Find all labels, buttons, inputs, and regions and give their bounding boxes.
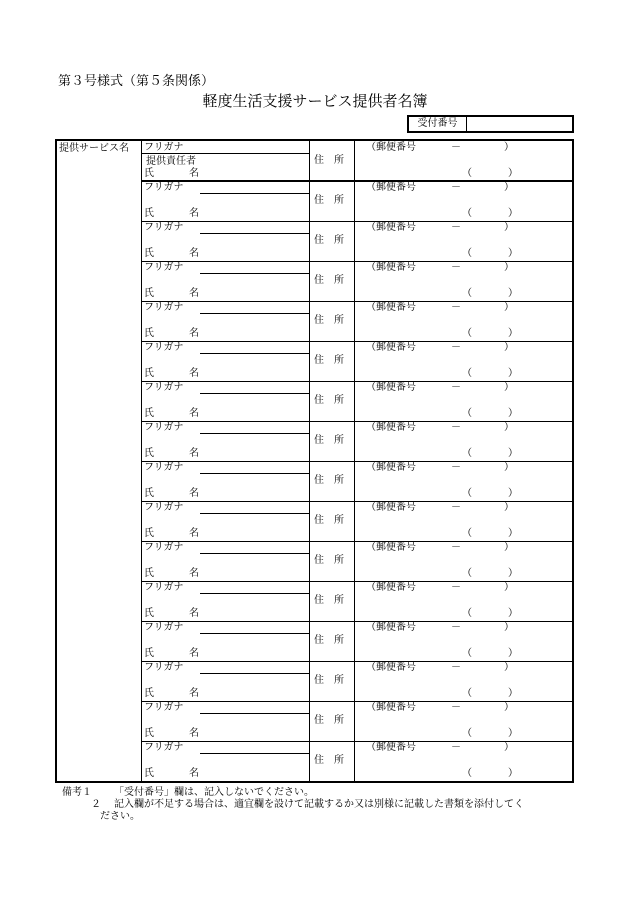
- furigana-label: フリガナ: [144, 302, 184, 313]
- address-input[interactable]: [356, 275, 570, 287]
- tel-open: （: [462, 448, 472, 459]
- tel-close: ）: [508, 328, 518, 339]
- postal-dash: －: [451, 222, 461, 233]
- note-2-text-line1: 記入欄が不足する場合は、適宜欄を設けて記載するか又は別様に記載した書類を添付してく: [114, 799, 524, 810]
- address-label: 住 所: [314, 195, 344, 206]
- address-input[interactable]: [356, 715, 570, 727]
- name-input[interactable]: [201, 155, 308, 180]
- address-label: 住 所: [314, 275, 344, 286]
- name-label-left: 氏: [144, 328, 154, 339]
- postal-dash: －: [451, 422, 461, 433]
- furigana-label: フリガナ: [144, 262, 184, 273]
- postal-dash: －: [451, 662, 461, 673]
- furigana-input[interactable]: [201, 742, 308, 753]
- name-label-left: 氏: [144, 648, 154, 659]
- name-label-right: 名: [189, 408, 199, 419]
- tel-open: （: [462, 368, 472, 379]
- postal-label: （郵便番号: [366, 342, 416, 353]
- name-label-left: 氏: [144, 168, 154, 179]
- address-label: 住 所: [314, 715, 344, 726]
- address-input[interactable]: [356, 755, 570, 767]
- address-label: 住 所: [314, 595, 344, 606]
- address-input[interactable]: [356, 555, 570, 567]
- furigana-input[interactable]: [201, 702, 308, 713]
- name-input[interactable]: [201, 315, 308, 340]
- tel-open: （: [462, 688, 472, 699]
- name-label-right: 名: [189, 208, 199, 219]
- postal-dash: －: [451, 382, 461, 393]
- tel-close: ）: [508, 248, 518, 259]
- service-provider-name-input[interactable]: [59, 157, 139, 779]
- postal-dash: －: [451, 742, 461, 753]
- name-label-right: 名: [189, 288, 199, 299]
- name-input[interactable]: [201, 515, 308, 540]
- postal-close: ）: [504, 342, 514, 353]
- furigana-input[interactable]: [201, 382, 308, 393]
- furigana-input[interactable]: [201, 422, 308, 433]
- postal-close: ）: [504, 422, 514, 433]
- tel-close: ）: [508, 208, 518, 219]
- name-label-left: 氏: [144, 368, 154, 379]
- address-label: 住 所: [314, 155, 344, 166]
- furigana-label: フリガナ: [144, 702, 184, 713]
- form-code: 第３号様式（第５条関係）: [58, 74, 215, 89]
- name-label-left: 氏: [144, 768, 154, 779]
- furigana-divider: [200, 393, 309, 394]
- name-input[interactable]: [201, 275, 308, 300]
- address-input[interactable]: [356, 195, 570, 207]
- note-2-text-line2: ださい。: [100, 811, 140, 822]
- name-label-left: 氏: [144, 208, 154, 219]
- tel-close: ）: [508, 368, 518, 379]
- tel-close: ）: [508, 768, 518, 779]
- postal-dash: －: [451, 302, 461, 313]
- furigana-input[interactable]: [201, 462, 308, 473]
- furigana-divider: [200, 433, 309, 434]
- postal-label: （郵便番号: [366, 742, 416, 753]
- name-label-right: 名: [189, 688, 199, 699]
- note-2-label: ２: [91, 799, 101, 810]
- address-label: 住 所: [314, 475, 344, 486]
- name-label-right: 名: [189, 728, 199, 739]
- furigana-divider: [200, 353, 309, 354]
- address-label: 住 所: [314, 435, 344, 446]
- postal-dash: －: [451, 622, 461, 633]
- form-title: 軽度生活支援サービス提供者名簿: [202, 92, 428, 110]
- name-input[interactable]: [201, 475, 308, 500]
- furigana-divider: [200, 753, 309, 754]
- name-label-left: 氏: [144, 728, 154, 739]
- name-label-right: 名: [189, 528, 199, 539]
- name-label-right: 名: [189, 328, 199, 339]
- name-label-left: 氏: [144, 688, 154, 699]
- postal-dash: －: [451, 342, 461, 353]
- postal-label: （郵便番号: [366, 502, 416, 513]
- name-label-right: 名: [189, 248, 199, 259]
- postal-label: （郵便番号: [366, 662, 416, 673]
- address-input[interactable]: [356, 435, 570, 447]
- address-label: 住 所: [314, 395, 344, 406]
- name-label-right: 名: [189, 448, 199, 459]
- postal-close: ）: [504, 582, 514, 593]
- furigana-divider: [200, 713, 309, 714]
- postal-label: （郵便番号: [366, 222, 416, 233]
- postal-close: ）: [504, 262, 514, 273]
- address-label: 住 所: [314, 315, 344, 326]
- address-label: 住 所: [314, 355, 344, 366]
- furigana-input[interactable]: [201, 542, 308, 553]
- tel-close: ）: [508, 168, 518, 179]
- postal-close: ）: [504, 542, 514, 553]
- postal-dash: －: [451, 182, 461, 193]
- furigana-label: フリガナ: [144, 462, 184, 473]
- name-label-left: 氏: [144, 408, 154, 419]
- furigana-input[interactable]: [201, 622, 308, 633]
- tel-close: ）: [508, 648, 518, 659]
- postal-close: ）: [504, 222, 514, 233]
- tel-close: ）: [508, 288, 518, 299]
- name-input[interactable]: [201, 595, 308, 620]
- postal-label: （郵便番号: [366, 582, 416, 593]
- furigana-divider: [200, 233, 309, 234]
- furigana-input[interactable]: [201, 662, 308, 673]
- furigana-label: フリガナ: [144, 662, 184, 673]
- address-input[interactable]: [356, 635, 570, 647]
- postal-dash: －: [451, 502, 461, 513]
- furigana-divider: [200, 633, 309, 634]
- furigana-divider: [200, 673, 309, 674]
- name-input[interactable]: [201, 355, 308, 380]
- postal-dash: －: [451, 462, 461, 473]
- furigana-input[interactable]: [201, 302, 308, 313]
- postal-close: ）: [504, 742, 514, 753]
- name-label-right: 名: [189, 488, 199, 499]
- tel-open: （: [462, 568, 472, 579]
- furigana-input[interactable]: [201, 342, 308, 353]
- tel-close: ）: [508, 568, 518, 579]
- furigana-input[interactable]: [201, 222, 308, 233]
- furigana-label: フリガナ: [144, 382, 184, 393]
- note-1-text: 「受付番号」欄は、記入しないでください。: [114, 787, 314, 798]
- tel-open: （: [462, 488, 472, 499]
- name-label-left: 氏: [144, 608, 154, 619]
- address-label: 住 所: [314, 675, 344, 686]
- receipt-number-box: [407, 115, 574, 133]
- furigana-input[interactable]: [201, 502, 308, 513]
- name-label-right: 名: [189, 168, 199, 179]
- provider-list-table: [55, 139, 574, 783]
- name-label-right: 名: [189, 608, 199, 619]
- postal-label: （郵便番号: [366, 702, 416, 713]
- tel-open: （: [462, 288, 472, 299]
- furigana-label: フリガナ: [144, 142, 184, 153]
- furigana-label: フリガナ: [144, 582, 184, 593]
- address-input[interactable]: [356, 235, 570, 247]
- postal-label: （郵便番号: [366, 182, 416, 193]
- address-label: 住 所: [314, 555, 344, 566]
- postal-dash: －: [451, 262, 461, 273]
- furigana-input[interactable]: [201, 582, 308, 593]
- furigana-divider: [200, 593, 309, 594]
- postal-label: （郵便番号: [366, 622, 416, 633]
- furigana-input[interactable]: [201, 262, 308, 273]
- postal-label: （郵便番号: [366, 302, 416, 313]
- receipt-number-label: 受付番号: [409, 117, 467, 131]
- name-label-left: 氏: [144, 288, 154, 299]
- name-label-left: 氏: [144, 568, 154, 579]
- address-input[interactable]: [356, 395, 570, 407]
- name-label-right: 名: [189, 648, 199, 659]
- name-input[interactable]: [201, 235, 308, 260]
- furigana-label: フリガナ: [144, 742, 184, 753]
- postal-close: ）: [504, 702, 514, 713]
- postal-dash: －: [451, 582, 461, 593]
- address-input[interactable]: [356, 595, 570, 607]
- address-input[interactable]: [356, 515, 570, 527]
- furigana-label: フリガナ: [144, 422, 184, 433]
- furigana-label: フリガナ: [144, 542, 184, 553]
- name-input[interactable]: [201, 755, 308, 780]
- tel-open: （: [462, 408, 472, 419]
- postal-close: ）: [504, 502, 514, 513]
- postal-close: ）: [504, 142, 514, 153]
- postal-label: （郵便番号: [366, 542, 416, 553]
- responsible-person-label: 提供責任者: [146, 156, 196, 167]
- furigana-input[interactable]: [201, 142, 308, 153]
- name-input[interactable]: [201, 555, 308, 580]
- tel-close: ）: [508, 728, 518, 739]
- name-input[interactable]: [201, 635, 308, 660]
- postal-dash: －: [451, 142, 461, 153]
- address-label: 住 所: [314, 635, 344, 646]
- name-input[interactable]: [201, 435, 308, 460]
- name-label-right: 名: [189, 368, 199, 379]
- furigana-input[interactable]: [201, 182, 308, 193]
- tel-close: ）: [508, 488, 518, 499]
- name-label-left: 氏: [144, 528, 154, 539]
- name-label-right: 名: [189, 768, 199, 779]
- address-label: 住 所: [314, 755, 344, 766]
- furigana-label: フリガナ: [144, 182, 184, 193]
- tel-open: （: [462, 328, 472, 339]
- address-input[interactable]: [356, 355, 570, 367]
- furigana-divider: [200, 273, 309, 274]
- furigana-label: フリガナ: [144, 342, 184, 353]
- address-input[interactable]: [356, 315, 570, 327]
- note-1-label: 備考１: [62, 787, 92, 798]
- tel-close: ）: [508, 448, 518, 459]
- postal-dash: －: [451, 702, 461, 713]
- postal-close: ）: [504, 622, 514, 633]
- name-input[interactable]: [201, 395, 308, 420]
- name-input[interactable]: [201, 195, 308, 220]
- furigana-divider: [200, 473, 309, 474]
- address-input[interactable]: [356, 675, 570, 687]
- tel-close: ）: [508, 688, 518, 699]
- name-label-left: 氏: [144, 248, 154, 259]
- tel-open: （: [462, 168, 472, 179]
- tel-close: ）: [508, 528, 518, 539]
- postal-dash: －: [451, 542, 461, 553]
- postal-close: ）: [504, 302, 514, 313]
- address-input[interactable]: [356, 475, 570, 487]
- address-label: 住 所: [314, 515, 344, 526]
- tel-open: （: [462, 648, 472, 659]
- service-provider-name-label: 提供サービス名: [59, 143, 129, 154]
- name-label-right: 名: [189, 568, 199, 579]
- furigana-divider: [200, 553, 309, 554]
- tel-open: （: [462, 728, 472, 739]
- furigana-divider: [200, 513, 309, 514]
- tel-open: （: [462, 528, 472, 539]
- postal-close: ）: [504, 662, 514, 673]
- tel-open: （: [462, 608, 472, 619]
- postal-label: （郵便番号: [366, 382, 416, 393]
- furigana-divider: [200, 313, 309, 314]
- address-input[interactable]: [356, 155, 570, 167]
- address-label: 住 所: [314, 235, 344, 246]
- postal-label: （郵便番号: [366, 462, 416, 473]
- postal-close: ）: [504, 462, 514, 473]
- tel-open: （: [462, 768, 472, 779]
- tel-close: ）: [508, 608, 518, 619]
- name-label-left: 氏: [144, 488, 154, 499]
- tel-open: （: [462, 208, 472, 219]
- furigana-label: フリガナ: [144, 222, 184, 233]
- furigana-label: フリガナ: [144, 502, 184, 513]
- tel-close: ）: [508, 408, 518, 419]
- name-input[interactable]: [201, 715, 308, 740]
- postal-label: （郵便番号: [366, 262, 416, 273]
- postal-close: ）: [504, 382, 514, 393]
- tel-open: （: [462, 248, 472, 259]
- postal-label: （郵便番号: [366, 422, 416, 433]
- postal-label: （郵便番号: [366, 142, 416, 153]
- postal-close: ）: [504, 182, 514, 193]
- furigana-divider: [200, 193, 309, 194]
- name-label-left: 氏: [144, 448, 154, 459]
- name-input[interactable]: [201, 675, 308, 700]
- furigana-label: フリガナ: [144, 622, 184, 633]
